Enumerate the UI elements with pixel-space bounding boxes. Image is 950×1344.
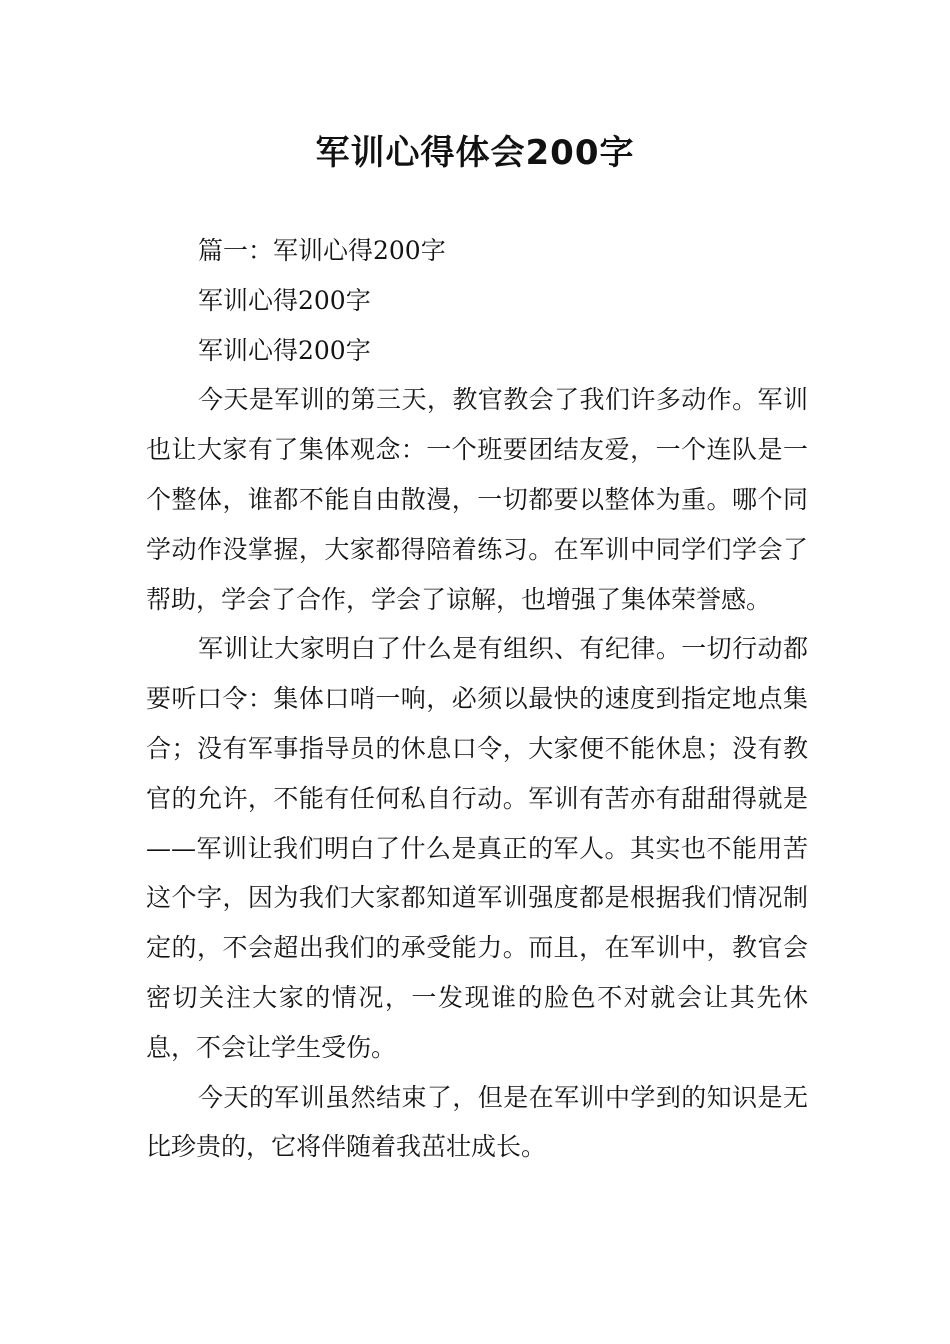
section-heading: 篇一：军训心得200字 <box>198 236 446 265</box>
body-paragraph: 今天的军训虽然结束了，但是在军训中学到的知识是无比珍贵的，它将伴随着我茁壮成长。 <box>146 1082 808 1162</box>
body-paragraph: 军训让大家明白了什么是有组织、有纪律。一切行动都要听口令：集体口哨一响，必须以最快的速度到指定地点集合；没有军事指导员的休息口令，大家便不能休息；没有教官的允许，不能有任何私自行动。军训有苦亦有甜甜得就是——军训让我们明白了什么是真正的军人。其实也不能用苦这个字，因为我们大家都知道军训强度都是根据我们情况制定的，不会超出我们的承受能力。而且，在军训中，教官会密切关注大家的情况，一发现谁的脸色不对就会让其先休息，不会让学生受伤。 <box>146 634 808 1062</box>
document-body <box>146 226 808 1172</box>
body-paragraph: 今天是军训的第三天，教官教会了我们许多动作。军训也让大家有了集体观念：一个班要团结友爱，一个连队是一个整体，谁都不能自由散漫，一切都要以整体为重。哪个同学动作没掌握，大家都得陪着练习。在军训中同学们学会了帮助，学会了合作，学会了谅解，也增强了集体荣誉感。 <box>146 385 808 614</box>
document-title: 军训心得体会200字 <box>315 133 635 173</box>
subheading: 军训心得200字 <box>198 335 371 365</box>
subheading: 军训心得200字 <box>198 285 371 315</box>
